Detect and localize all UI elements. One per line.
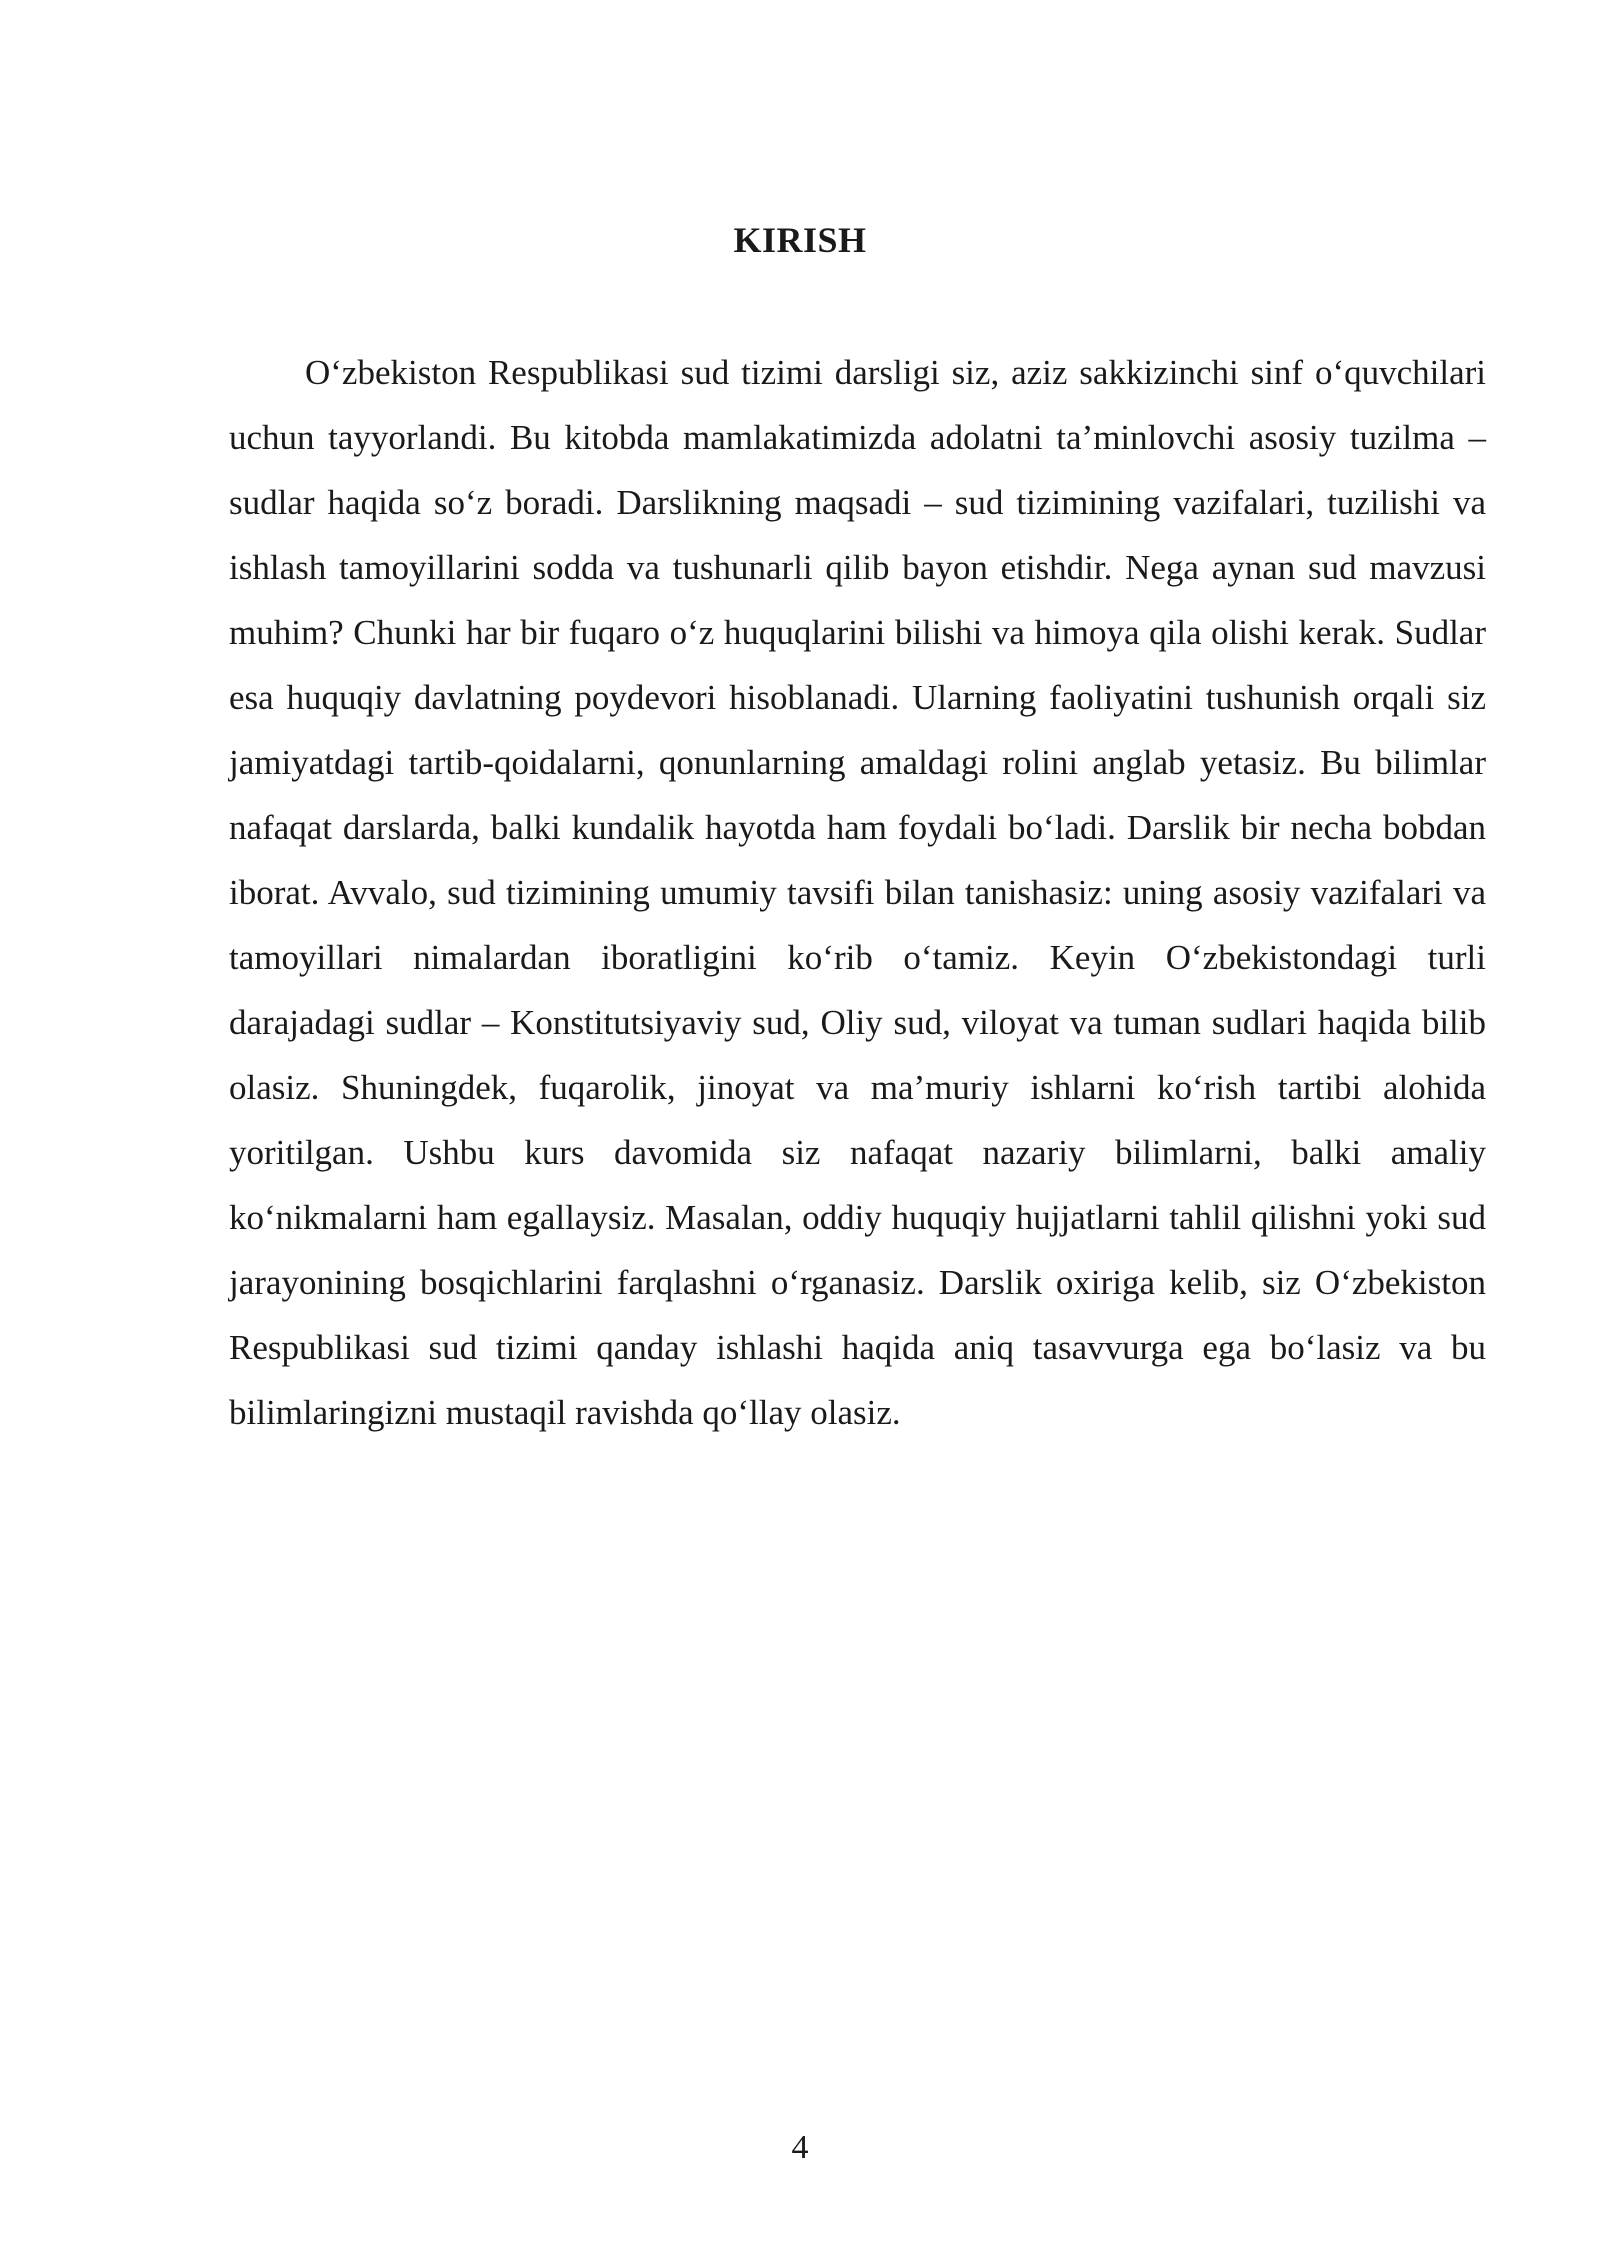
- page-title: KIRISH: [733, 220, 867, 260]
- intro-paragraph: O‘zbekiston Respublikasi sud tizimi darsligi siz, aziz sakkizinchi sinf o‘quvchilari uchun tayyorlandi. Bu kitobda mamlakatimizda adolatni ta’minlovchi asosiy tuzilma – sudlar haqida so‘z boradi. Darslikning maqsadi – sud tizimining vazifalari, tuzilishi va ishlash tamoyillarini sodda va tushunarli qilib bayon etishdir. Nega aynan sud mavzusi muhim? Chunki har bir fuqaro o‘z huquqlarini bilishi va himoya qila olishi kerak. Sudlar esa huquqiy davlatning poydevori hisoblanadi. Ularning faoliyatini tushunish orqali siz jamiyatdagi tartib-qoidalarni, qonunlarning amaldagi rolini anglab yetasiz. Bu bilimlar nafaqat darslarda, balki kundalik hayotda ham foydali bo‘ladi. Darslik bir necha bobdan iborat. Avvalo, sud tizimining umumiy tavsifi bilan tanishasiz: uning asosiy vazifalari va tamoyillari nimalardan iboratligini ko‘rib o‘tamiz. Keyin O‘zbekistondagi turli darajadagi sudlar – Konstitutsiyaviy sud, Oliy sud, viloyat va tuman sudlari haqida bilib olasiz. Shuningdek, fuqarolik, jinoyat va ma’muriy ishlarni ko‘rish tartibi alohida yoritilgan. Ushbu kurs davomida siz nafaqat nazariy bilimlarni, balki amaliy ko‘nikmalarni ham egallaysiz. Masalan, oddiy huquqiy hujjatlarni tahlil qilishni yoki sud jarayonining bosqichlarini farqlashni o‘rganasiz. Darslik oxiriga kelib, siz O‘zbekiston Respublikasi sud tizimi qanday ishlashi haqida aniq tasavvurga ega bo‘lasiz va bu bilimlaringizni mustaqil ravishda qo‘llay olasiz.: [229, 353, 1486, 1432]
- page-number: 4: [791, 2129, 809, 2166]
